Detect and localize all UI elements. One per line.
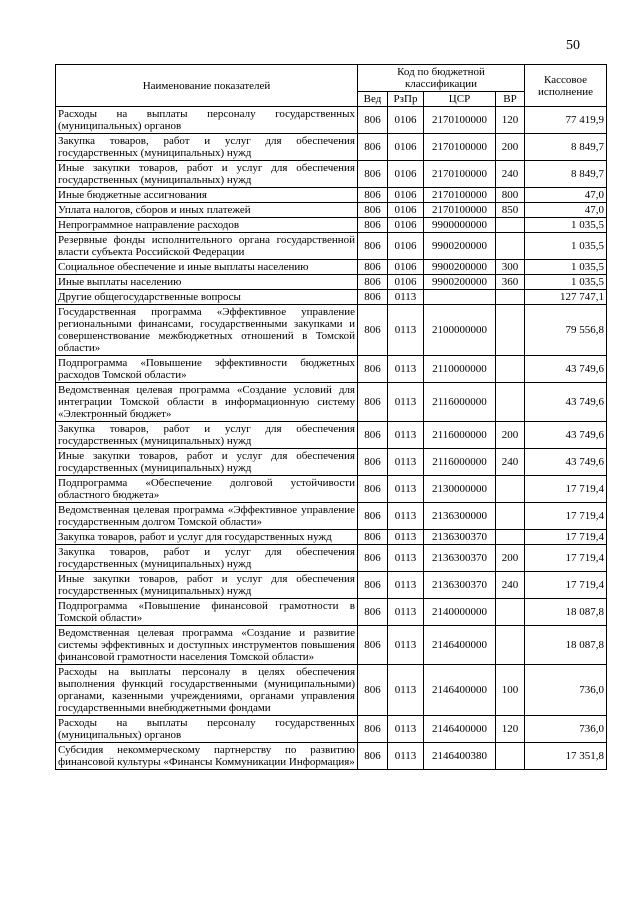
row-amount: 1 035,5 (525, 275, 607, 290)
row-csr: 9900000000 (424, 218, 496, 233)
row-rzpr: 0113 (388, 476, 424, 503)
row-name: Подпрограмма «Повышение эффективности бюджетных расходов Томской области» (56, 356, 358, 383)
row-vr (496, 356, 525, 383)
row-csr: 2100000000 (424, 305, 496, 356)
row-csr (424, 290, 496, 305)
table-row (56, 290, 607, 305)
row-csr: 9900200000 (424, 275, 496, 290)
row-vr: 200 (496, 134, 525, 161)
row-ved: 806 (358, 530, 388, 545)
row-vr (496, 290, 525, 305)
table-row (56, 356, 607, 383)
row-name: Ведомственная целевая программа «Создание и развитие системы эффективных и доступных инструментов повышения финансовой грамотности населения Томской области» (56, 626, 358, 665)
table-row (56, 218, 607, 233)
row-vr (496, 743, 525, 770)
row-ved: 806 (358, 449, 388, 476)
row-vr (496, 476, 525, 503)
row-amount: 77 419,9 (525, 107, 607, 134)
table-row (56, 626, 607, 665)
row-csr: 2170100000 (424, 161, 496, 188)
row-ved: 806 (358, 134, 388, 161)
row-amount: 8 849,7 (525, 134, 607, 161)
row-amount: 17 719,4 (525, 545, 607, 572)
row-csr: 2116000000 (424, 449, 496, 476)
table-row (56, 188, 607, 203)
row-rzpr: 0113 (388, 356, 424, 383)
row-vr: 800 (496, 188, 525, 203)
row-vr: 300 (496, 260, 525, 275)
row-amount: 17 351,8 (525, 743, 607, 770)
row-rzpr: 0113 (388, 305, 424, 356)
row-amount: 1 035,5 (525, 260, 607, 275)
row-name: Подпрограмма «Обеспечение долговой устойчивости областного бюджета» (56, 476, 358, 503)
header-csr: ЦСР (424, 92, 496, 107)
row-csr: 9900200000 (424, 233, 496, 260)
row-name: Государственная программа «Эффективное управление региональными финансами, государственными закупками и совершенствование межбюджетных отношений в Томской области» (56, 305, 358, 356)
row-csr: 2110000000 (424, 356, 496, 383)
table-row (56, 260, 607, 275)
row-ved: 806 (358, 218, 388, 233)
row-csr: 9900200000 (424, 260, 496, 275)
row-rzpr: 0113 (388, 716, 424, 743)
header-amount: Кассовое исполнение (525, 65, 607, 107)
row-rzpr: 0113 (388, 626, 424, 665)
row-ved: 806 (358, 503, 388, 530)
row-amount: 1 035,5 (525, 233, 607, 260)
row-rzpr: 0106 (388, 107, 424, 134)
row-name: Ведомственная целевая программа «Создание условий для интеграции Томской области в информационную систему «Электронный бюджет» (56, 383, 358, 422)
row-rzpr: 0106 (388, 260, 424, 275)
row-rzpr: 0113 (388, 572, 424, 599)
row-rzpr: 0106 (388, 233, 424, 260)
row-amount: 43 749,6 (525, 449, 607, 476)
row-name: Закупка товаров, работ и услуг для обеспечения государственных (муниципальных) нужд (56, 134, 358, 161)
table-row (56, 665, 607, 716)
row-amount: 17 719,4 (525, 530, 607, 545)
row-amount: 43 749,6 (525, 356, 607, 383)
row-csr: 2170100000 (424, 134, 496, 161)
row-rzpr: 0106 (388, 275, 424, 290)
row-amount: 17 719,4 (525, 476, 607, 503)
row-amount: 47,0 (525, 203, 607, 218)
row-rzpr: 0113 (388, 743, 424, 770)
row-rzpr: 0113 (388, 665, 424, 716)
row-vr (496, 305, 525, 356)
row-ved: 806 (358, 545, 388, 572)
row-vr: 200 (496, 545, 525, 572)
row-csr: 2140000000 (424, 599, 496, 626)
table-row (56, 305, 607, 356)
row-amount: 43 749,6 (525, 422, 607, 449)
row-vr (496, 503, 525, 530)
row-ved: 806 (358, 275, 388, 290)
row-rzpr: 0113 (388, 422, 424, 449)
row-name: Уплата налогов, сборов и иных платежей (56, 203, 358, 218)
row-amount: 127 747,1 (525, 290, 607, 305)
row-ved: 806 (358, 383, 388, 422)
row-vr: 120 (496, 716, 525, 743)
row-rzpr: 0106 (388, 203, 424, 218)
header-name: Наименование показателей (56, 65, 358, 107)
row-ved: 806 (358, 260, 388, 275)
row-name: Расходы на выплаты персоналу государственных (муниципальных) органов (56, 716, 358, 743)
row-ved: 806 (358, 305, 388, 356)
row-rzpr: 0113 (388, 383, 424, 422)
table-row (56, 203, 607, 218)
row-amount: 17 719,4 (525, 572, 607, 599)
table-row (56, 716, 607, 743)
header-ved: Вед (358, 92, 388, 107)
header-vr: ВР (496, 92, 525, 107)
row-ved: 806 (358, 626, 388, 665)
row-csr: 2146400000 (424, 716, 496, 743)
table-row (56, 530, 607, 545)
row-name: Субсидия некоммерческому партнерству по развитию финансовой культуры «Финансы Коммуникации Информация» (56, 743, 358, 770)
row-vr: 120 (496, 107, 525, 134)
header-row (56, 65, 607, 92)
row-rzpr: 0113 (388, 290, 424, 305)
row-csr: 2116000000 (424, 422, 496, 449)
table-row (56, 743, 607, 770)
row-name: Ведомственная целевая программа «Эффективное управление государственным долгом Томской области» (56, 503, 358, 530)
row-ved: 806 (358, 107, 388, 134)
row-ved: 806 (358, 161, 388, 188)
table-row (56, 449, 607, 476)
row-name: Расходы на выплаты персоналу государственных (муниципальных) органов (56, 107, 358, 134)
row-vr (496, 599, 525, 626)
table-row (56, 545, 607, 572)
row-amount: 43 749,6 (525, 383, 607, 422)
table-row (56, 275, 607, 290)
table-row (56, 383, 607, 422)
row-vr: 240 (496, 161, 525, 188)
row-rzpr: 0113 (388, 530, 424, 545)
table-row (56, 107, 607, 134)
row-ved: 806 (358, 188, 388, 203)
row-ved: 806 (358, 716, 388, 743)
table-row (56, 503, 607, 530)
row-vr (496, 530, 525, 545)
row-name: Иные бюджетные ассигнования (56, 188, 358, 203)
row-csr: 2170100000 (424, 203, 496, 218)
budget-table (55, 64, 607, 770)
row-rzpr: 0106 (388, 161, 424, 188)
row-vr: 200 (496, 422, 525, 449)
row-ved: 806 (358, 665, 388, 716)
page-number: 50 (566, 38, 580, 53)
row-ved: 806 (358, 233, 388, 260)
row-name: Иные закупки товаров, работ и услуг для обеспечения государственных (муниципальных) нужд (56, 161, 358, 188)
header-rzpr: РзПр (388, 92, 424, 107)
row-name: Расходы на выплаты персоналу в целях обеспечения выполнения функций государственными (муниципальными) органами, казенными учреждениями, органами управления государственными внебюджетными фондами (56, 665, 358, 716)
row-ved: 806 (358, 476, 388, 503)
row-ved: 806 (358, 599, 388, 626)
row-name: Закупка товаров, работ и услуг для обеспечения государственных (муниципальных) нужд (56, 545, 358, 572)
row-amount: 17 719,4 (525, 503, 607, 530)
row-ved: 806 (358, 290, 388, 305)
row-name: Закупка товаров, работ и услуг для обеспечения государственных (муниципальных) нужд (56, 422, 358, 449)
row-rzpr: 0106 (388, 218, 424, 233)
row-amount: 18 087,8 (525, 599, 607, 626)
row-amount: 8 849,7 (525, 161, 607, 188)
row-ved: 806 (358, 422, 388, 449)
row-csr: 2146400380 (424, 743, 496, 770)
row-csr: 2136300370 (424, 572, 496, 599)
row-ved: 806 (358, 743, 388, 770)
table-body (56, 107, 607, 770)
row-vr: 100 (496, 665, 525, 716)
row-amount: 79 556,8 (525, 305, 607, 356)
row-name: Другие общегосударственные вопросы (56, 290, 358, 305)
row-amount: 1 035,5 (525, 218, 607, 233)
row-amount: 47,0 (525, 188, 607, 203)
row-csr: 2170100000 (424, 188, 496, 203)
row-ved: 806 (358, 356, 388, 383)
row-csr: 2146400000 (424, 665, 496, 716)
row-name: Иные выплаты населению (56, 275, 358, 290)
row-rzpr: 0106 (388, 134, 424, 161)
row-vr (496, 233, 525, 260)
row-vr: 240 (496, 572, 525, 599)
row-csr: 2130000000 (424, 476, 496, 503)
row-amount: 736,0 (525, 716, 607, 743)
row-rzpr: 0113 (388, 599, 424, 626)
row-rzpr: 0113 (388, 449, 424, 476)
table-row (56, 572, 607, 599)
row-vr (496, 383, 525, 422)
table-row (56, 161, 607, 188)
row-vr (496, 626, 525, 665)
table-row (56, 233, 607, 260)
table-row (56, 422, 607, 449)
row-vr: 240 (496, 449, 525, 476)
row-name: Иные закупки товаров, работ и услуг для обеспечения государственных (муниципальных) нужд (56, 572, 358, 599)
table-row (56, 599, 607, 626)
row-vr: 850 (496, 203, 525, 218)
row-name: Непрограммное направление расходов (56, 218, 358, 233)
row-ved: 806 (358, 203, 388, 218)
table-row (56, 134, 607, 161)
row-csr: 2170100000 (424, 107, 496, 134)
row-amount: 18 087,8 (525, 626, 607, 665)
row-csr: 2136300370 (424, 530, 496, 545)
row-vr: 360 (496, 275, 525, 290)
table-row (56, 476, 607, 503)
row-vr (496, 218, 525, 233)
row-name: Резервные фонды исполнительного органа государственной власти субъекта Российской Федерации (56, 233, 358, 260)
row-amount: 736,0 (525, 665, 607, 716)
row-rzpr: 0113 (388, 503, 424, 530)
header-code-group: Код по бюджетной классификации (358, 65, 525, 92)
row-name: Социальное обеспечение и иные выплаты населению (56, 260, 358, 275)
row-name: Иные закупки товаров, работ и услуг для обеспечения государственных (муниципальных) нужд (56, 449, 358, 476)
row-csr: 2136300000 (424, 503, 496, 530)
row-name: Закупка товаров, работ и услуг для государственных нужд (56, 530, 358, 545)
row-rzpr: 0106 (388, 188, 424, 203)
row-csr: 2116000000 (424, 383, 496, 422)
row-csr: 2136300370 (424, 545, 496, 572)
row-rzpr: 0113 (388, 545, 424, 572)
row-csr: 2146400000 (424, 626, 496, 665)
row-ved: 806 (358, 572, 388, 599)
row-name: Подпрограмма «Повышение финансовой грамотности в Томской области» (56, 599, 358, 626)
